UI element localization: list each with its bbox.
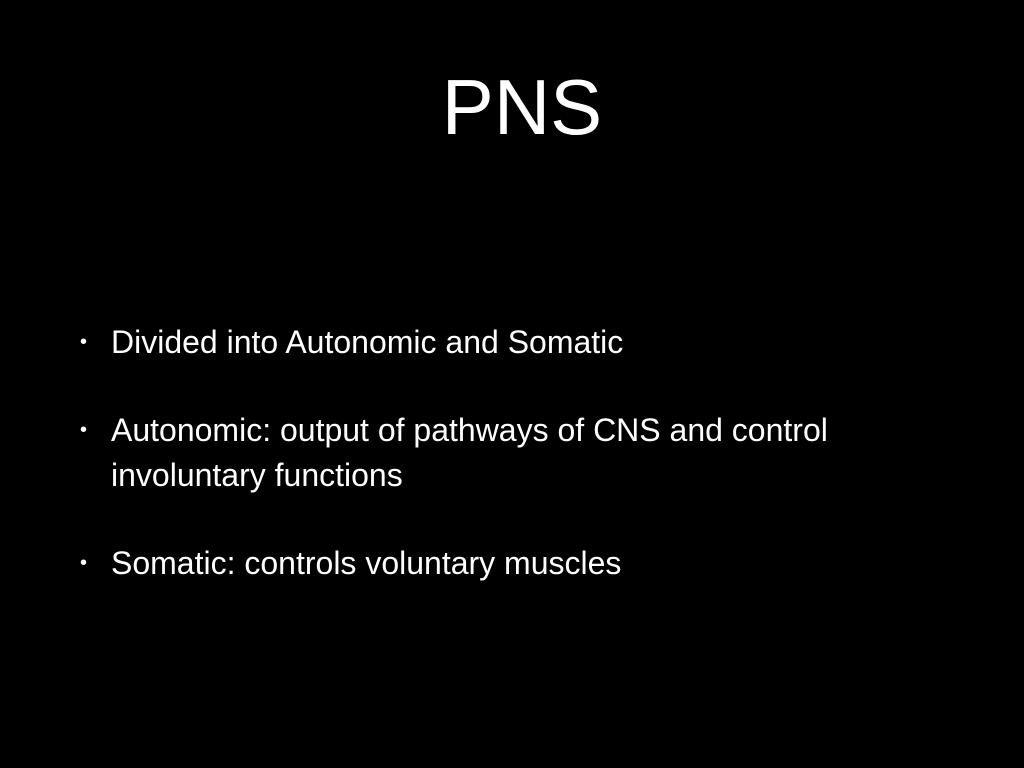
bullet-text: Divided into Autonomic and Somatic — [111, 324, 624, 360]
bullet-list — [80, 320, 980, 586]
slide-title: PNS — [441, 63, 603, 151]
bullet-dot-icon: • — [80, 552, 88, 574]
bullet-item-divided — [80, 320, 980, 365]
bullet-dot-icon: • — [80, 331, 88, 353]
bullet-dot-icon: • — [80, 419, 88, 441]
bullet-text: Somatic: controls voluntary muscles — [111, 545, 622, 581]
bullet-item-autonomic — [80, 408, 980, 498]
bullet-item-somatic — [80, 541, 980, 586]
bullet-text: Autonomic: output of pathways of CNS and control involuntary functions — [111, 412, 828, 493]
